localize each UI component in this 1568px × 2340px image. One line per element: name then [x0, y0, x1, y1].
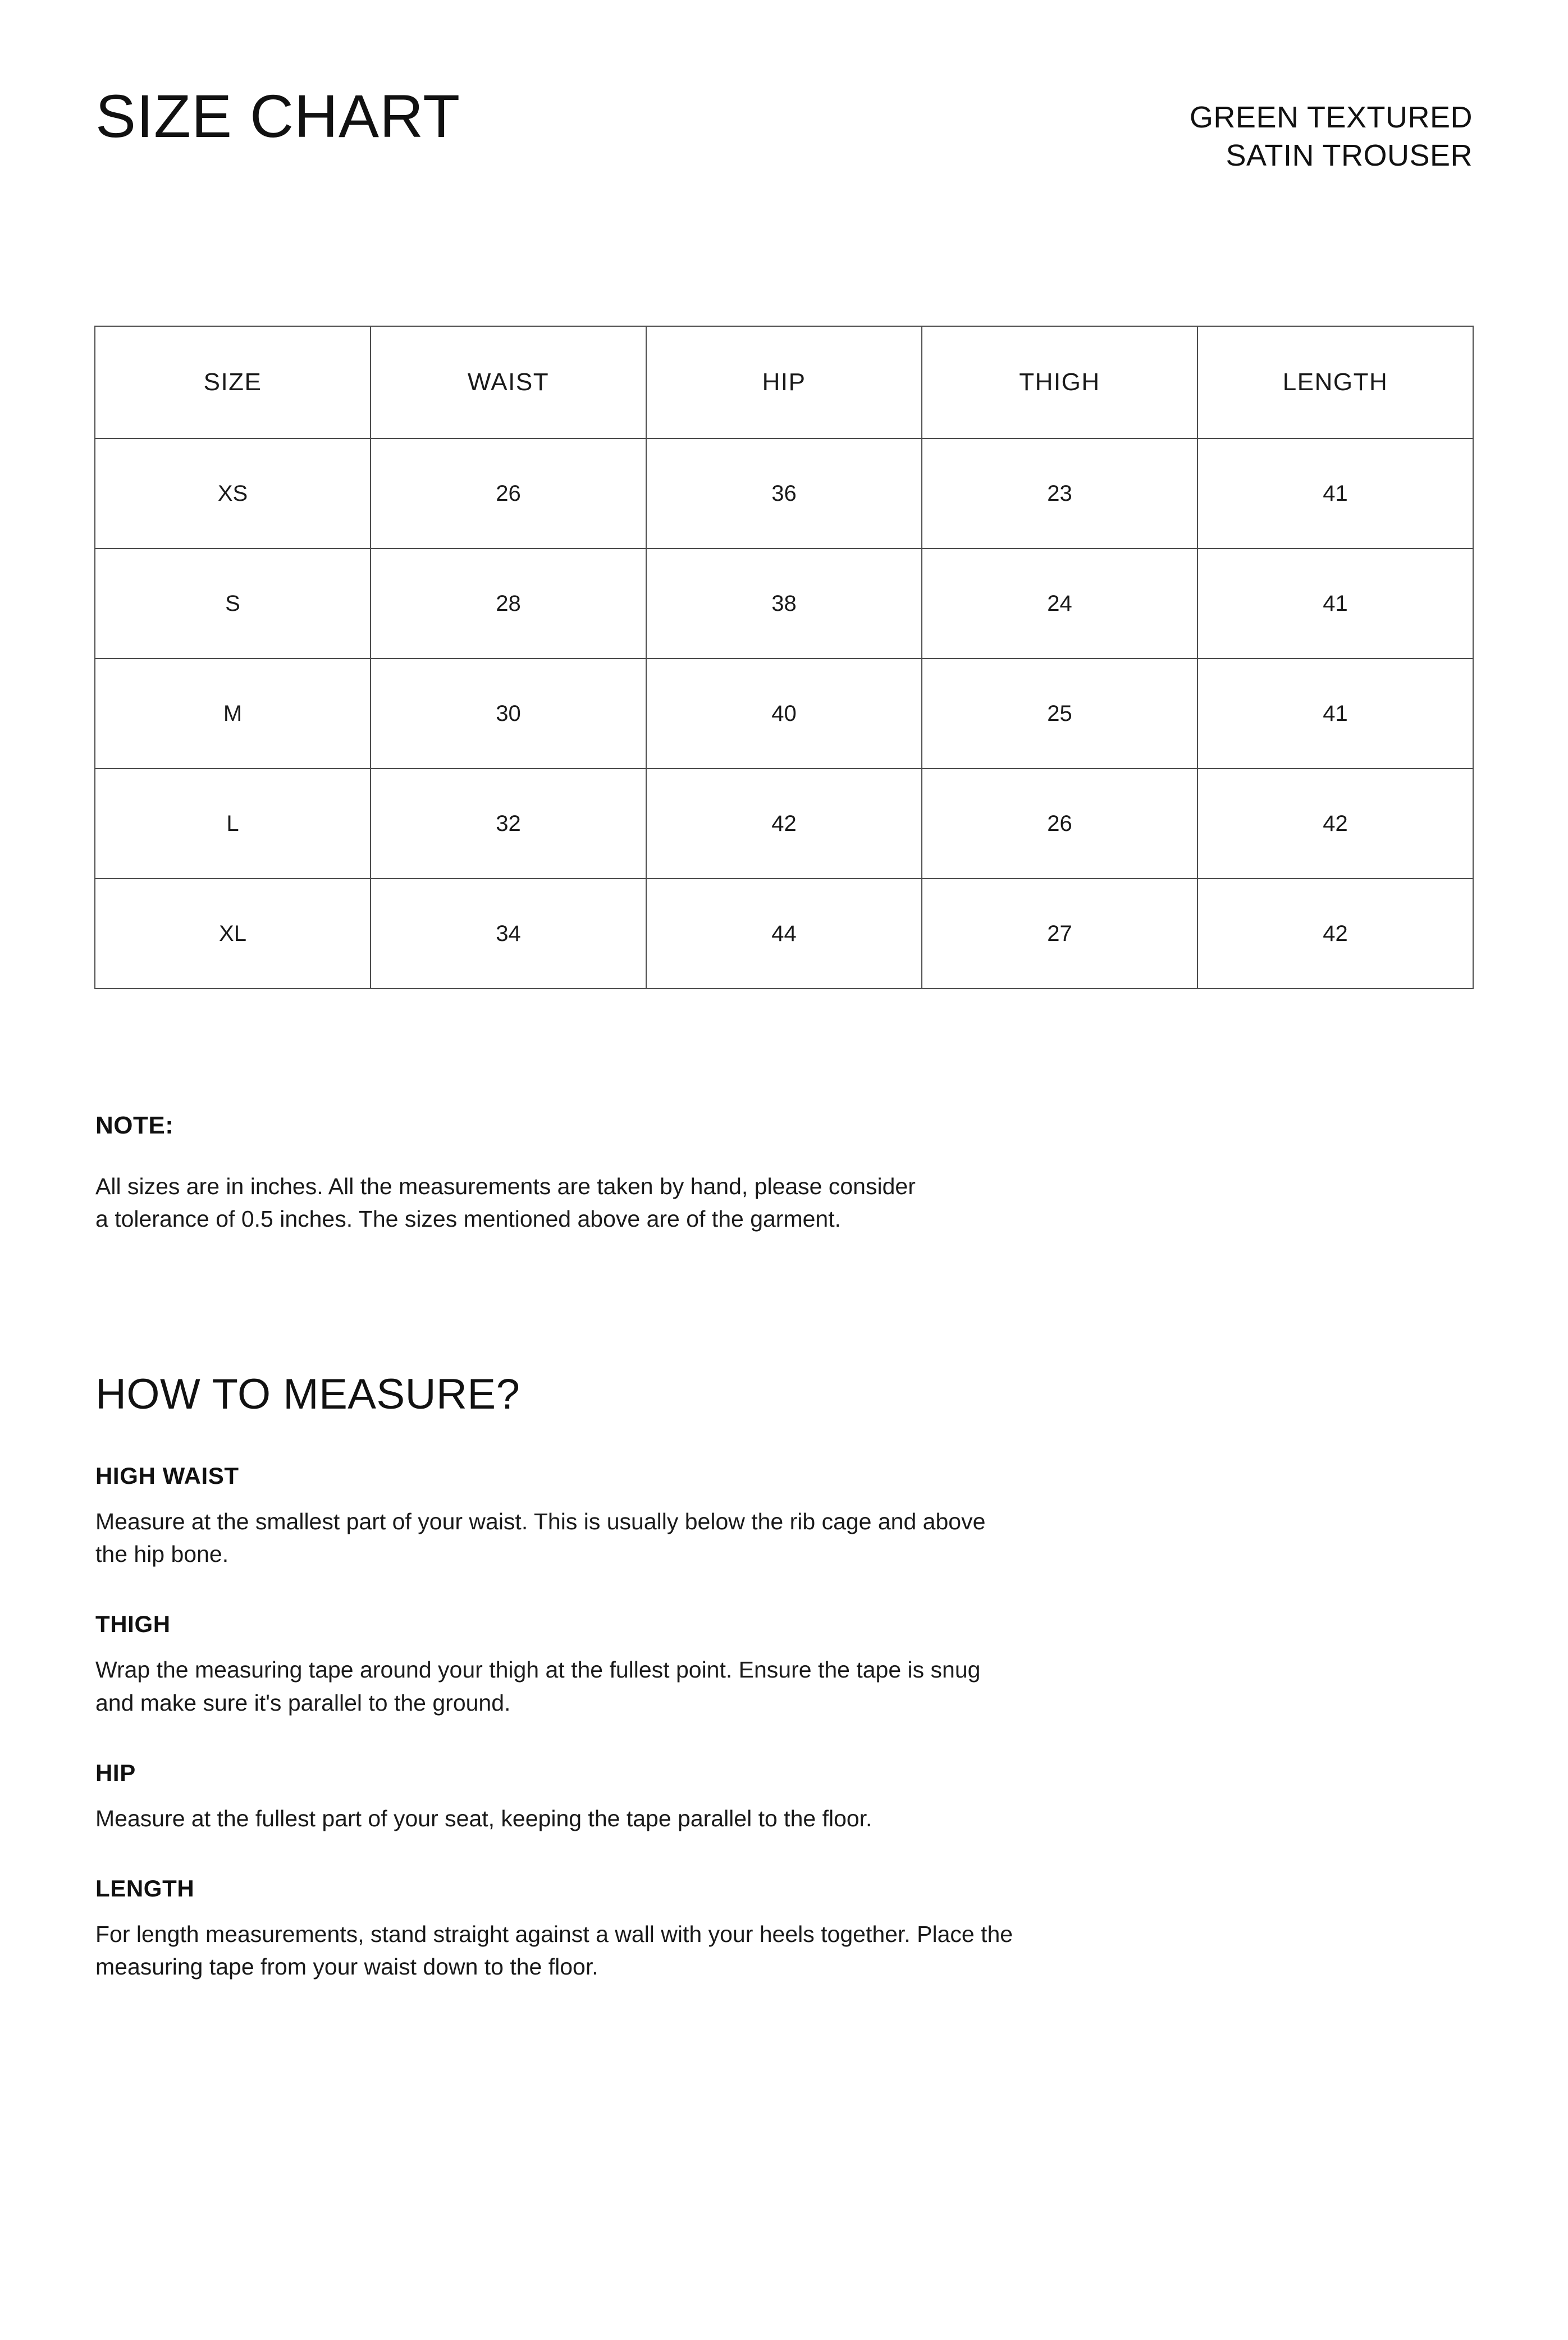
cell-length: 41	[1197, 549, 1473, 659]
cell-waist: 34	[371, 879, 646, 989]
cell-thigh: 23	[922, 438, 1197, 549]
measure-desc-line-2: measuring tape from your waist down to the floor.	[95, 1954, 598, 1980]
cell-waist: 28	[371, 549, 646, 659]
note-text	[95, 1170, 1319, 1235]
measure-desc-line-2: the hip bone.	[95, 1541, 229, 1567]
cell-waist: 26	[371, 438, 646, 549]
measure-block-hip	[95, 1759, 1473, 1835]
cell-hip: 44	[646, 879, 922, 989]
note-section	[95, 1112, 1473, 1235]
column-header-hip: HIP	[646, 326, 922, 438]
column-header-length: LENGTH	[1197, 326, 1473, 438]
cell-hip: 36	[646, 438, 922, 549]
measure-desc-line-1: Wrap the measuring tape around your thigh at the fullest point. Ensure the tape is snug	[95, 1657, 981, 1683]
size-table-container	[94, 326, 1474, 989]
cell-size: XS	[95, 438, 371, 549]
measure-description-high-waist	[95, 1505, 1398, 1570]
column-header-thigh: THIGH	[922, 326, 1197, 438]
cell-size: S	[95, 549, 371, 659]
cell-size: L	[95, 769, 371, 879]
cell-hip: 40	[646, 659, 922, 769]
size-table	[94, 326, 1474, 989]
cell-thigh: 24	[922, 549, 1197, 659]
measure-description-hip	[95, 1802, 1398, 1835]
cell-length: 42	[1197, 769, 1473, 879]
table-row	[95, 879, 1473, 989]
how-to-measure-section	[95, 1370, 1473, 1983]
measure-desc-line-1: For length measurements, stand straight against a wall with your heels together. Place the	[95, 1921, 1013, 1948]
size-table-body	[95, 438, 1473, 989]
cell-waist: 30	[371, 659, 646, 769]
measure-block-thigh	[95, 1611, 1473, 1719]
table-row	[95, 659, 1473, 769]
measure-block-high-waist	[95, 1462, 1473, 1570]
cell-thigh: 27	[922, 879, 1197, 989]
cell-waist: 32	[371, 769, 646, 879]
cell-hip: 38	[646, 549, 922, 659]
table-row	[95, 769, 1473, 879]
note-line-1: All sizes are in inches. All the measurements are taken by hand, please consider	[95, 1173, 916, 1199]
cell-thigh: 25	[922, 659, 1197, 769]
size-table-head	[95, 326, 1473, 438]
product-name-line-2: SATIN TROUSER	[1226, 138, 1473, 172]
product-name-line-1: GREEN TEXTURED	[1189, 100, 1473, 134]
column-header-size: SIZE	[95, 326, 371, 438]
measure-term-length: LENGTH	[95, 1875, 195, 1902]
measure-term-hip: HIP	[95, 1759, 136, 1786]
cell-thigh: 26	[922, 769, 1197, 879]
measure-desc-line-1: Measure at the fullest part of your seat, keeping the tape parallel to the floor.	[95, 1805, 872, 1831]
column-header-waist: WAIST	[371, 326, 646, 438]
measure-term-high-waist: HIGH WAIST	[95, 1462, 239, 1489]
cell-length: 41	[1197, 438, 1473, 549]
measure-term-thigh: THIGH	[95, 1611, 171, 1638]
cell-size: XL	[95, 879, 371, 989]
measure-desc-line-2: and make sure it's parallel to the ground.	[95, 1689, 511, 1716]
measure-description-length	[95, 1918, 1398, 1983]
measure-desc-line-1: Measure at the smallest part of your waist. This is usually below the rib cage and above	[95, 1509, 986, 1534]
note-line-2: a tolerance of 0.5 inches. The sizes mentioned above are of the garment.	[95, 1206, 841, 1232]
note-heading: NOTE:	[95, 1112, 174, 1139]
document-header	[95, 84, 1473, 175]
cell-size: M	[95, 659, 371, 769]
page-title: SIZE CHART	[95, 82, 461, 150]
table-header-row	[95, 326, 1473, 438]
cell-hip: 42	[646, 769, 922, 879]
product-name	[1190, 99, 1473, 175]
how-to-measure-title: HOW TO MEASURE?	[95, 1370, 520, 1418]
measure-description-thigh	[95, 1653, 1398, 1719]
table-row	[95, 438, 1473, 549]
table-row	[95, 549, 1473, 659]
measure-block-length	[95, 1875, 1473, 1983]
cell-length: 42	[1197, 879, 1473, 989]
cell-length: 41	[1197, 659, 1473, 769]
